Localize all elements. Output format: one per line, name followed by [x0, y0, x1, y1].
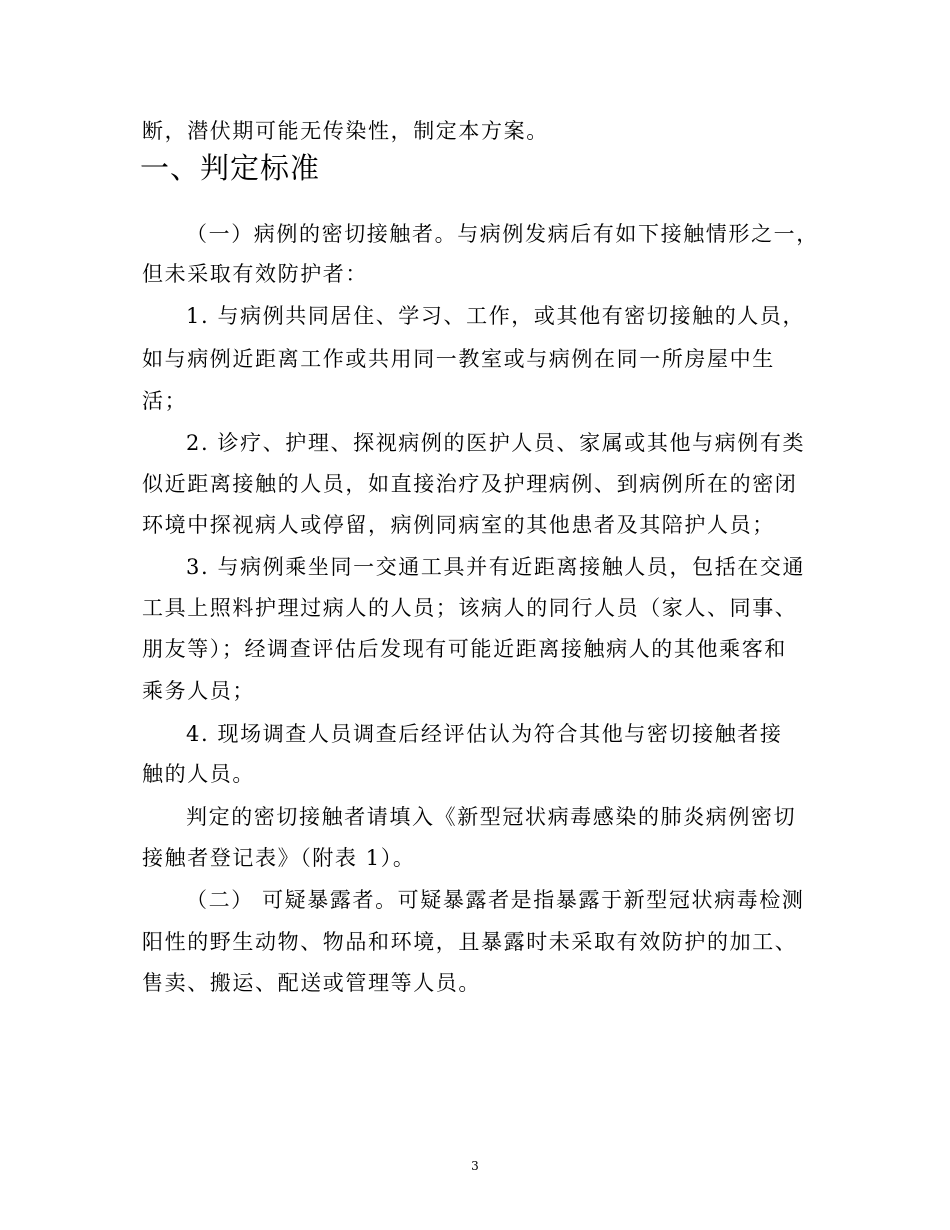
section-heading: 一、判定标准	[140, 151, 321, 185]
part2-line-2: 阳性的野生动物、物品和环境，且暴露时未采取有效防护的加工、	[142, 930, 798, 954]
item3-line-1: 3. 与病例乘坐同一交通工具并有近距离接触人员，包括在交通	[186, 555, 806, 579]
register-note-line-2: 接触者登记表》（附表 1）。	[142, 846, 416, 870]
part1-line-1: （一）病例的密切接触者。与病例发病后有如下接触情形之一，	[186, 222, 819, 246]
part2-line-3: 售卖、搬运、配送或管理等人员。	[142, 971, 481, 995]
page-number: 3	[471, 1159, 479, 1173]
item1-line-1: 1. 与病例共同居住、学习、工作，或其他有密切接触的人员，	[186, 304, 806, 328]
item3-line-4: 乘务人员；	[142, 679, 255, 703]
item1-line-3: 活；	[142, 389, 188, 413]
intro-tail-text: 断，潜伏期可能无传染性，制定本方案。	[142, 119, 549, 143]
register-note-line-1: 判定的密切接触者请填入《新型冠状病毒感染的肺炎病例密切	[186, 805, 797, 829]
item4-line-2: 触的人员。	[142, 762, 255, 786]
item4-line-1: 4. 现场调查人员调查后经评估认为符合其他与密切接触者接	[186, 722, 783, 746]
item2-line-3: 环境中探视病人或停留，病例同病室的其他患者及其陪护人员；	[142, 513, 775, 537]
item1-line-2: 如与病例近距离工作或共用同一教室或与病例在同一所房屋中生	[142, 347, 775, 371]
part2-line-1: （二） 可疑暴露者。可疑暴露者是指暴露于新型冠状病毒检测	[186, 888, 805, 912]
item3-line-2: 工具上照料护理过病人的人员；该病人的同行人员（家人、同事、	[142, 596, 798, 620]
item2-line-1: 2. 诊疗、护理、探视病例的医护人员、家属或其他与病例有类	[186, 431, 806, 455]
part1-line-2: 但未采取有效防护者：	[142, 262, 368, 286]
item3-line-3: 朋友等）；经调查评估后发现有可能近距离接触病人的其他乘客和	[142, 637, 787, 661]
item2-line-2: 似近距离接触的人员，如直接治疗及护理病例、到病例所在的密闭	[142, 472, 798, 496]
